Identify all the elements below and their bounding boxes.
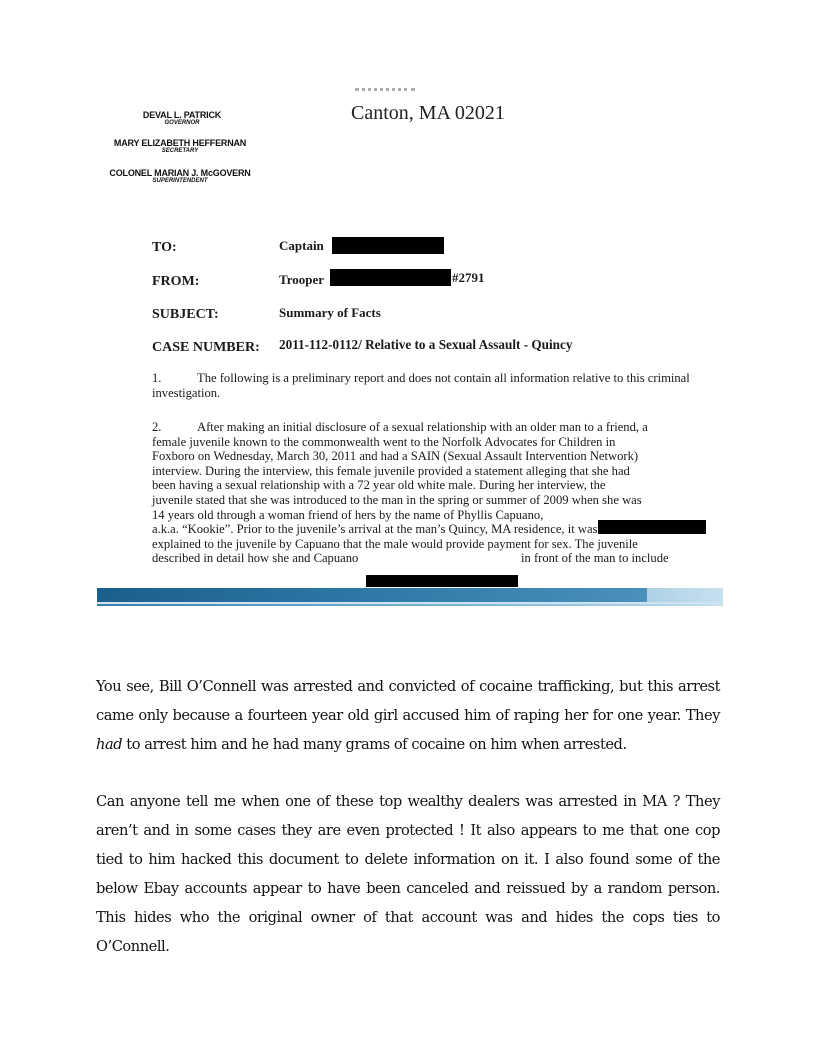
band-dark-stripe	[97, 588, 647, 602]
band-light-line	[97, 602, 723, 604]
official-role: SECRETARY	[161, 148, 199, 154]
official-governor	[127, 110, 237, 126]
paragraph-line: female juvenile known to the commonwealth went to the Norfolk Advocates for Children in	[152, 434, 616, 449]
memo-paragraph-1	[152, 371, 707, 400]
redaction-bar	[330, 269, 451, 286]
official-secretary	[100, 138, 260, 154]
paragraph-text: to arrest him and he had many grams of cocaine on him when arrested.	[122, 736, 627, 753]
paragraph-line: 14 years old through a woman friend of hers by the name of Phyllis Capuano,	[152, 507, 544, 522]
paragraph-line: described in detail how she and Capuano	[152, 551, 359, 566]
subject-label: SUBJECT:	[152, 307, 219, 322]
redaction-bar	[366, 575, 518, 587]
paragraph-line: interview. During the interview, this female juvenile provided a statement alleging that she had	[152, 463, 630, 478]
redaction-bar	[332, 237, 444, 254]
paragraph-line: After making an initial disclosure of a sexual relationship with an older man to a friend, a	[197, 420, 648, 434]
official-role: GOVERNOR	[164, 120, 200, 126]
official-name: MARY ELIZABETH HEFFERNAN	[113, 138, 247, 148]
memo-paragraph-2	[152, 420, 707, 566]
article-paragraph-2: Can anyone tell me when one of these top wealthy dealers was arrested in MA ? They aren’t and in some cases they are even protected ! It also appears to me that one cop tied to him hacked this document to delete information on it. I also found some of the below Ebay accounts appear to have been canceled and reissued by a random person. This hides who the original owner of that account was and hides the cops ties to O’Connell.	[96, 793, 720, 955]
image-bottom-band	[97, 588, 723, 606]
cropped-letterhead-line	[355, 88, 415, 99]
official-superintendent	[97, 168, 263, 184]
from-badge: #2791	[452, 270, 485, 285]
paragraph-number: 1.	[152, 371, 162, 385]
paragraph-line: in front of the man to include	[521, 551, 669, 566]
paragraph-text: The following is a preliminary report and does not contain all information relative to this criminal investigation.	[152, 371, 690, 400]
case-label: CASE NUMBER:	[152, 340, 260, 355]
article-paragraph-1	[96, 672, 720, 759]
paragraph-line: juvenile stated that she was introduced to the man in the spring or summer of 2009 when she was	[152, 492, 642, 507]
to-label: TO:	[152, 240, 177, 255]
paragraph-line: been having a sexual relationship with a 72 year old white male. During her interview, the	[152, 478, 606, 493]
paragraph-line: a.k.a. “Kookie”. Prior to the juvenile’s arrival at the man’s Quincy, MA residence, it was	[152, 522, 598, 537]
scanned-memo-image	[97, 88, 723, 606]
official-name: COLONEL MARIAN J. McGOVERN	[109, 168, 251, 178]
paragraph-text: You see, Bill O’Connell was arrested and convicted of cocaine trafficking, but this arrest came only because a fourteen year old girl accused him of raping her for one year. They	[96, 678, 720, 724]
from-label: FROM:	[152, 274, 200, 289]
subject-value: Summary of Facts	[279, 305, 381, 320]
from-value: Trooper	[279, 272, 325, 287]
memo-address: Canton, MA 02021	[351, 102, 505, 124]
official-name: DEVAL L. PATRICK	[142, 110, 222, 120]
case-value: 2011-112-0112/ Relative to a Sexual Assault - Quincy	[279, 337, 573, 352]
emphasis-text: had	[96, 736, 123, 753]
official-role: SUPERINTENDENT	[152, 178, 208, 184]
redaction-bar	[598, 520, 706, 534]
paragraph-line: Foxboro on Wednesday, March 30, 2011 and had a SAIN (Sexual Assault Intervention Network)	[152, 449, 639, 464]
paragraph-line: explained to the juvenile by Capuano that the male would provide payment for sex. The juvenile	[152, 536, 638, 551]
paragraph-number: 2.	[152, 420, 162, 434]
to-value: Captain	[279, 238, 324, 253]
